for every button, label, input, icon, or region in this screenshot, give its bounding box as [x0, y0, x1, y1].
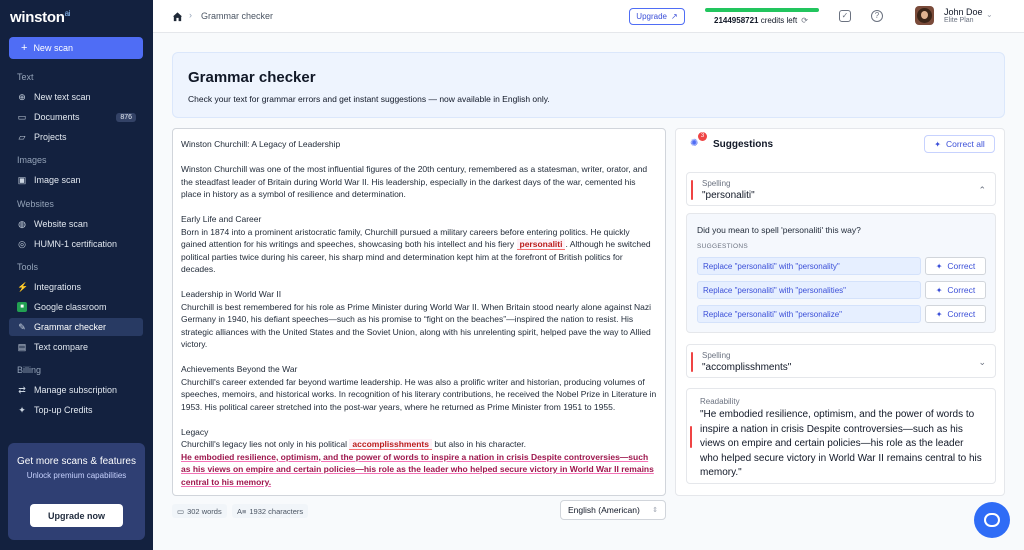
plug-icon: ⚡ — [17, 282, 29, 292]
bolt-icon: ✦ — [18, 405, 26, 415]
suggestions-header — [676, 129, 1006, 159]
suggestions-label: SUGGESTIONS — [697, 243, 748, 250]
new-scan-button[interactable]: + New scan — [9, 37, 143, 59]
readability-card[interactable] — [686, 388, 996, 484]
section-websites: Websites — [17, 199, 54, 209]
sidebar-item-text-compare[interactable]: ▤ Text compare — [17, 342, 89, 352]
sidebar-item-website-scan[interactable]: ◍ Website scan — [18, 219, 88, 229]
lightbulb-icon: ✺ — [690, 138, 699, 149]
correct-button[interactable]: ✦ Correct — [925, 305, 986, 323]
chevron-down-icon[interactable]: ⌄ — [978, 357, 986, 367]
document-icon: ▭ — [17, 112, 27, 122]
suggestion-card-personaliti[interactable] — [686, 172, 996, 206]
suggestions-panel — [675, 128, 1005, 496]
error-indicator — [691, 180, 693, 200]
sparkle-icon: ✦ — [935, 261, 943, 271]
page-header — [172, 52, 1005, 118]
sidebar-item-humn-certification[interactable]: ◎ HUMN-1 certification — [18, 239, 118, 249]
suggestions-count-badge: 3 — [698, 132, 707, 141]
character-count: A≡ 1932 characters — [232, 504, 308, 518]
sidebar-item-new-text-scan[interactable]: ⊕ New text scan — [18, 92, 91, 102]
suggestion-word: "personaliti" — [702, 190, 755, 201]
promo-title: Get more scans & features — [17, 456, 136, 467]
sparkle-icon: ✦ — [934, 139, 941, 149]
section-tools: Tools — [17, 262, 39, 272]
topbar — [153, 0, 1024, 33]
sparkle-icon: ✦ — [935, 285, 943, 295]
breadcrumb[interactable]: Grammar checker — [201, 11, 274, 21]
user-name[interactable]: John Doe — [944, 7, 983, 17]
refresh-icon[interactable]: ⟳ — [801, 16, 808, 25]
credits-left: 2144958721 credits left ⟳ — [714, 16, 808, 25]
certificate-icon: ◎ — [18, 239, 26, 249]
globe-icon: ◍ — [18, 219, 26, 229]
readability-indicator — [690, 426, 692, 448]
readability-highlight[interactable]: He embodied resilience, optimism, and the power of words to inspire a nation in crisis Despite controversies—such as his views on empire and certain policies—his role as the leader who helped secure victory in World War II remains central to his memory. — [181, 451, 654, 487]
logo[interactable]: winston$^{ai}$ — [10, 9, 71, 26]
section-billing: Billing — [17, 365, 42, 375]
spelling-error-highlight[interactable]: accomplisshments — [349, 439, 432, 450]
suggestion-type: Spelling — [702, 351, 731, 360]
paragraph: Churchill's legacy lies not only in his political accomplisshments but also in his character. He embodied resilience, optimism, and the power of words to inspire a nation in crisis Despite controversies—such as his views on empire and certain policies—his role as the leader who helped secure victory in World War II remains central to his memory. — [181, 439, 654, 487]
spelling-error-highlight[interactable]: personaliti — [517, 239, 566, 250]
word-count: ▭ 302 words — [172, 504, 227, 518]
replace-option[interactable]: Replace "personaliti" with "personality" — [697, 257, 921, 275]
sidebar-item-grammar-checker[interactable]: ✎ Grammar checker — [9, 318, 143, 336]
suggestion-card-accomplisshments[interactable] — [686, 344, 996, 378]
page-title: Grammar checker — [188, 69, 316, 86]
replace-option[interactable]: Replace "personaliti" with "personalize" — [697, 305, 921, 323]
sidebar-item-integrations[interactable]: ⚡ Integrations — [17, 282, 82, 292]
suggestions-title: Suggestions — [713, 139, 774, 150]
sidebar — [0, 0, 153, 550]
document-icon: ▭ — [177, 506, 185, 516]
essay-title: Winston Churchill: A Legacy of Leadership — [181, 139, 341, 149]
correct-all-button[interactable]: ✦ Correct all — [924, 135, 995, 153]
chat-launcher-button[interactable] — [974, 502, 1010, 538]
sidebar-item-manage-subscription[interactable]: ⇄ Manage subscription — [18, 385, 118, 395]
breadcrumb-separator-icon: › — [189, 10, 192, 20]
paragraph: Born in 1874 into a prominent aristocratic family, Churchill pursued a military careers before entering politics. He quickly gained attention for his writings and speeches, showcasing both his intellect and his fiery personaliti . Although he switched political parties twice during his career, his sharp mind and determination kept him at the forefront of British politics for decades. — [181, 226, 651, 274]
page-subtitle: Check your text for grammar errors and get instant suggestions — now available in English only. — [188, 94, 550, 104]
section-heading: Legacy — [181, 426, 209, 437]
sidebar-item-google-classroom[interactable]: ■ Google classroom — [9, 298, 143, 316]
readability-label: Readability — [700, 397, 740, 406]
plus-circle-icon: ⊕ — [18, 92, 26, 102]
section-heading: Achievements Beyond the War — [181, 364, 298, 374]
suggestion-detail — [686, 213, 996, 333]
suggestion-question: Did you mean to spell 'personaliti' this way? — [697, 225, 861, 235]
promo-subtitle: Unlock premium capabilities — [26, 471, 127, 480]
suggestion-type: Spelling — [702, 179, 731, 188]
language-select[interactable]: English (American) ⇕ — [560, 500, 666, 520]
image-icon: ▣ — [17, 175, 27, 185]
correct-button[interactable]: ✦ Correct — [925, 257, 986, 275]
help-icon[interactable]: ? — [871, 10, 883, 22]
sidebar-item-projects[interactable]: ▱ Projects — [18, 132, 67, 142]
error-indicator — [691, 352, 693, 372]
section-text: Text — [17, 72, 34, 82]
select-arrows-icon: ⇕ — [652, 507, 658, 514]
shield-icon[interactable]: ✓ — [839, 10, 851, 22]
folder-icon: ▱ — [18, 132, 26, 142]
section-images: Images — [17, 155, 47, 165]
sidebar-item-topup-credits[interactable]: ✦ Top-up Credits — [18, 405, 93, 415]
sparkle-icon: ✦ — [935, 309, 943, 319]
suggestion-word: "accomplisshments" — [702, 362, 792, 373]
upgrade-promo — [8, 443, 145, 540]
classroom-icon: ■ — [17, 302, 27, 312]
avatar[interactable] — [915, 6, 934, 25]
documents-count-badge: 876 — [116, 113, 136, 122]
upgrade-button[interactable]: Upgrade ↗ — [629, 8, 685, 25]
upgrade-now-button[interactable]: Upgrade now — [30, 504, 123, 527]
sidebar-item-documents[interactable]: ▭ Documents 876 — [9, 108, 143, 126]
readability-text: "He embodied resilience, optimism, and the power of words to inspire a nation in crisis Despite controversies—such as his views on empire and certain policies—his role as the leader who helped secure victory in World War II remains central to his memory." — [700, 409, 982, 478]
section-heading: Early Life and Career — [181, 214, 262, 224]
correct-button[interactable]: ✦ Correct — [925, 281, 986, 299]
user-plan: Elite Plan — [944, 17, 974, 24]
compare-icon: ▤ — [17, 342, 27, 352]
credits-progress-bar — [705, 8, 819, 12]
chevron-down-icon[interactable]: ⌄ — [986, 10, 993, 19]
home-icon[interactable] — [172, 11, 183, 22]
sidebar-item-image-scan[interactable]: ▣ Image scan — [17, 175, 81, 185]
external-link-icon: ↗ — [670, 12, 678, 21]
paragraph: Winston Churchill was one of the most influential figures of the 20th century, remembered as a statesman, writer, orator, and the steadfast leader of Britain during World War II. His leadership, especially in the darkest days of the war, cemented his place in history as a symbol of resilience and determination. — [181, 164, 648, 199]
paragraph: Churchill's career extended far beyond wartime leadership. He was also a prolific writer and historian, producing volumes of speeches, memoirs, and historical works. In recognition of his literary contributions, he received the Nobel Prize in Literature in 1953. His political career stretched into the post-war years, where he returned as Prime Minister from 1951 to 1955. — [181, 376, 657, 412]
section-heading: Leadership in World War II — [181, 289, 282, 299]
text-icon: A≡ — [237, 506, 247, 516]
pencil-icon: ✎ — [18, 322, 26, 332]
plus-icon: + — [21, 42, 28, 54]
text-editor[interactable] — [172, 128, 666, 496]
paragraph: Churchill is best remembered for his role as Prime Minister during World War II. When Britain stood nearly alone against Nazi Germany in 1940, his defiant speeches—such as his promise to “fight on the beaches”—inspired the nation to resist. His strategic alliances with the United States and the Soviet Union, along with his unrelenting spirit, helped pave the way to Allied victory. — [181, 301, 652, 349]
chevron-up-icon[interactable]: ⌃ — [978, 185, 986, 195]
chat-bubble-icon — [984, 513, 1000, 527]
subscription-icon: ⇄ — [18, 385, 26, 395]
replace-option[interactable]: Replace "personaliti" with "personalities" — [697, 281, 921, 299]
